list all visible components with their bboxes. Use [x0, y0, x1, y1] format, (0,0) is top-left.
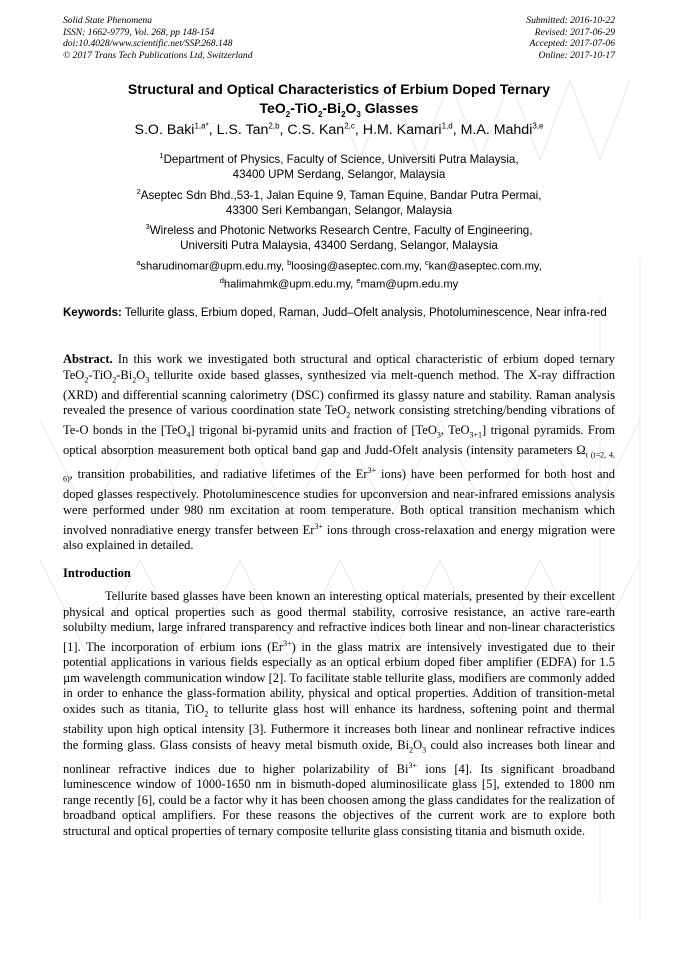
online-date: Online: 2017-10-17	[538, 49, 615, 61]
affiliation-2: $^2$Aseptec Sdn Bhd.,53-1, Jalan Equine 9, Taman Equine, Bandar Putra Permai, 43300 Seri Kembangan, Selangor, Malaysia	[136, 187, 542, 217]
journal-name: Solid State Phenomena	[63, 15, 152, 26]
publication-info	[63, 15, 253, 61]
keywords	[63, 306, 615, 322]
author: S.O. Baki$^{1,a*}$,	[134, 121, 217, 138]
email-link[interactable]: sharudinomar@upm.edu.my,	[140, 260, 288, 273]
accepted-date: Accepted: 2017-07-06	[529, 38, 615, 50]
keywords-label: Keywords:	[63, 307, 122, 319]
affiliation-3: $^3$Wireless and Photonic Networks Research Centre, Faculty of Engineering, Universiti Putra Malaysia, 43400 Serdang, Selangor, Malaysia	[145, 222, 533, 252]
author-emails: $^a$sharudinomar@upm.edu.my, $^b$loosing@aseptec.com.my, $^c$kan@aseptec.com.my, $^d$halimahmk@upm.edu.my, $^e$mam@upm.edu.my	[136, 258, 542, 291]
publication-dates	[526, 15, 615, 61]
paper-title	[63, 80, 615, 124]
author: M.A. Mahdi$^{3,e}$	[460, 121, 544, 138]
author-list	[63, 121, 615, 138]
author: C.S. Kan$^{2,c}$,	[287, 121, 363, 138]
section-heading-introduction: Introduction	[63, 566, 131, 580]
email-link[interactable]: kan@aseptec.com.my,	[428, 260, 542, 273]
doi: doi:10.4028/www.scientific.net/SSP.268.148	[63, 38, 233, 50]
introduction-paragraph: Tellurite based glasses have been known an interesting optical materials, presented by their excellent physical and optical properties such as good thermal stability, corrosive resistance, an active rare-earth solubilty medium, large infrared transparency and refractive indices both linear and non-linear characteristics [1]. The incorporation of erbium ions $(Er^{3+})$ in the glass matrix are intensively investigated due to their potential applications in various fields especially as an optical erbium doped fiber amplifier (EDFA) for 1.5 µm wavelength communication window [2]. To facilitate stable tellurite glass, modifiers are commonly added in order to enhance the glass-formation ability, physical and optical properties. Addition of transition-metal oxides such as titania, TiO$_2$ to tellurite glass host will enhance its hardness, softening point and thermal stability upon high optical intensity [3]. Futhermore it increases both linear and nonlinear refractive indices the forming glass. Glass consists of heavy metal bismuth oxide, $Bi_2O_3$ could also increases both linear and nonlinear refractive indices due to higher polarizability of $Bi^{3+}$ ions [4]. Its significant broadband luminescence window of 1000-1650 nm in bismuth-doped aluminosilicate glass [5], extended to 1800 nm range recently [6], could be a factor why it has been choosen among the glass candidates for the realization of broadband optical amplifiers. For these reasons the objectives of the current work are to explore both structural and optical properties of ternary composite tellurite glass consisting titania and bismuth oxide.	[63, 589, 616, 838]
revised-date: Revised: 2017-06-29	[534, 26, 615, 38]
abstract-label: Abstract.	[63, 352, 113, 366]
keywords-text: Tellurite glass, Erbium doped, Raman, Judd–Ofelt analysis, Photoluminescence, Near infra-red	[121, 307, 607, 319]
email-link[interactable]: loosing@aseptec.com.my,	[291, 260, 425, 273]
title-line-2: $TeO_2-TiO_2-Bi_2O_3$ Glasses	[259, 100, 419, 119]
author: H.M. Kamari$^{1,d}$,	[362, 121, 461, 138]
issn: ISSN: 1662-9779, Vol. 268, pp 148-154	[63, 26, 215, 38]
affiliation-1: $^1$Department of Physics, Faculty of Science, Universiti Putra Malaysia, 43400 UPM Serdang, Selangor, Malaysia	[159, 151, 519, 181]
submitted-date: Submitted: 2016-10-22	[526, 15, 615, 26]
copyright: © 2017 Trans Tech Publications Ltd, Switzerland	[63, 49, 253, 61]
abstract: Abstract. In this work we investigated both structural and optical characteristic of erbium doped ternary $TeO_2-TiO_2-Bi_2O_3$ tellurite oxide based glasses, synthesized via melt-quench method. The X-ray diffraction (XRD) and differential scanning calorimetry (DSC) confirmed its glassy nature and stability. Raman analysis revealed the presence of various coordination state TeO$_2$ network consisting stretching/bending vibrations of Te-O bonds in the [TeO$_4$] trigonal bi-pyramid units and fraction of [TeO$_3$, TeO$_{3+1}$] trigonal pyramids. From optical absorption measurement both optical band gap and Judd-Ofelt analysis (intensity parameters $\Omega_t$ $_{(t=2, 4, 6)}$, transition probabilities, and radiative lifetimes of the $Er^{3+}$ ions) have been performed for both host and doped glasses respectively. Photoluminescence studies for upconversion and near-infrared emissions analysis were performed under 980 nm excitation at room temperature. Both optical transition mechanism which involved nonradiative energy transfer between $Er^{3+}$ ions through cross-relaxation and energy migration were also explained in detailed.	[63, 352, 616, 553]
email-link[interactable]: mam@upm.edu.my	[360, 278, 459, 291]
title-line-1: Structural and Optical Characteristics of Erbium Doped Ternary	[127, 81, 551, 97]
email-link[interactable]: halimahmk@upm.edu.my,	[223, 278, 357, 291]
author: L.S. Tan$^{2,b}$,	[216, 121, 288, 138]
